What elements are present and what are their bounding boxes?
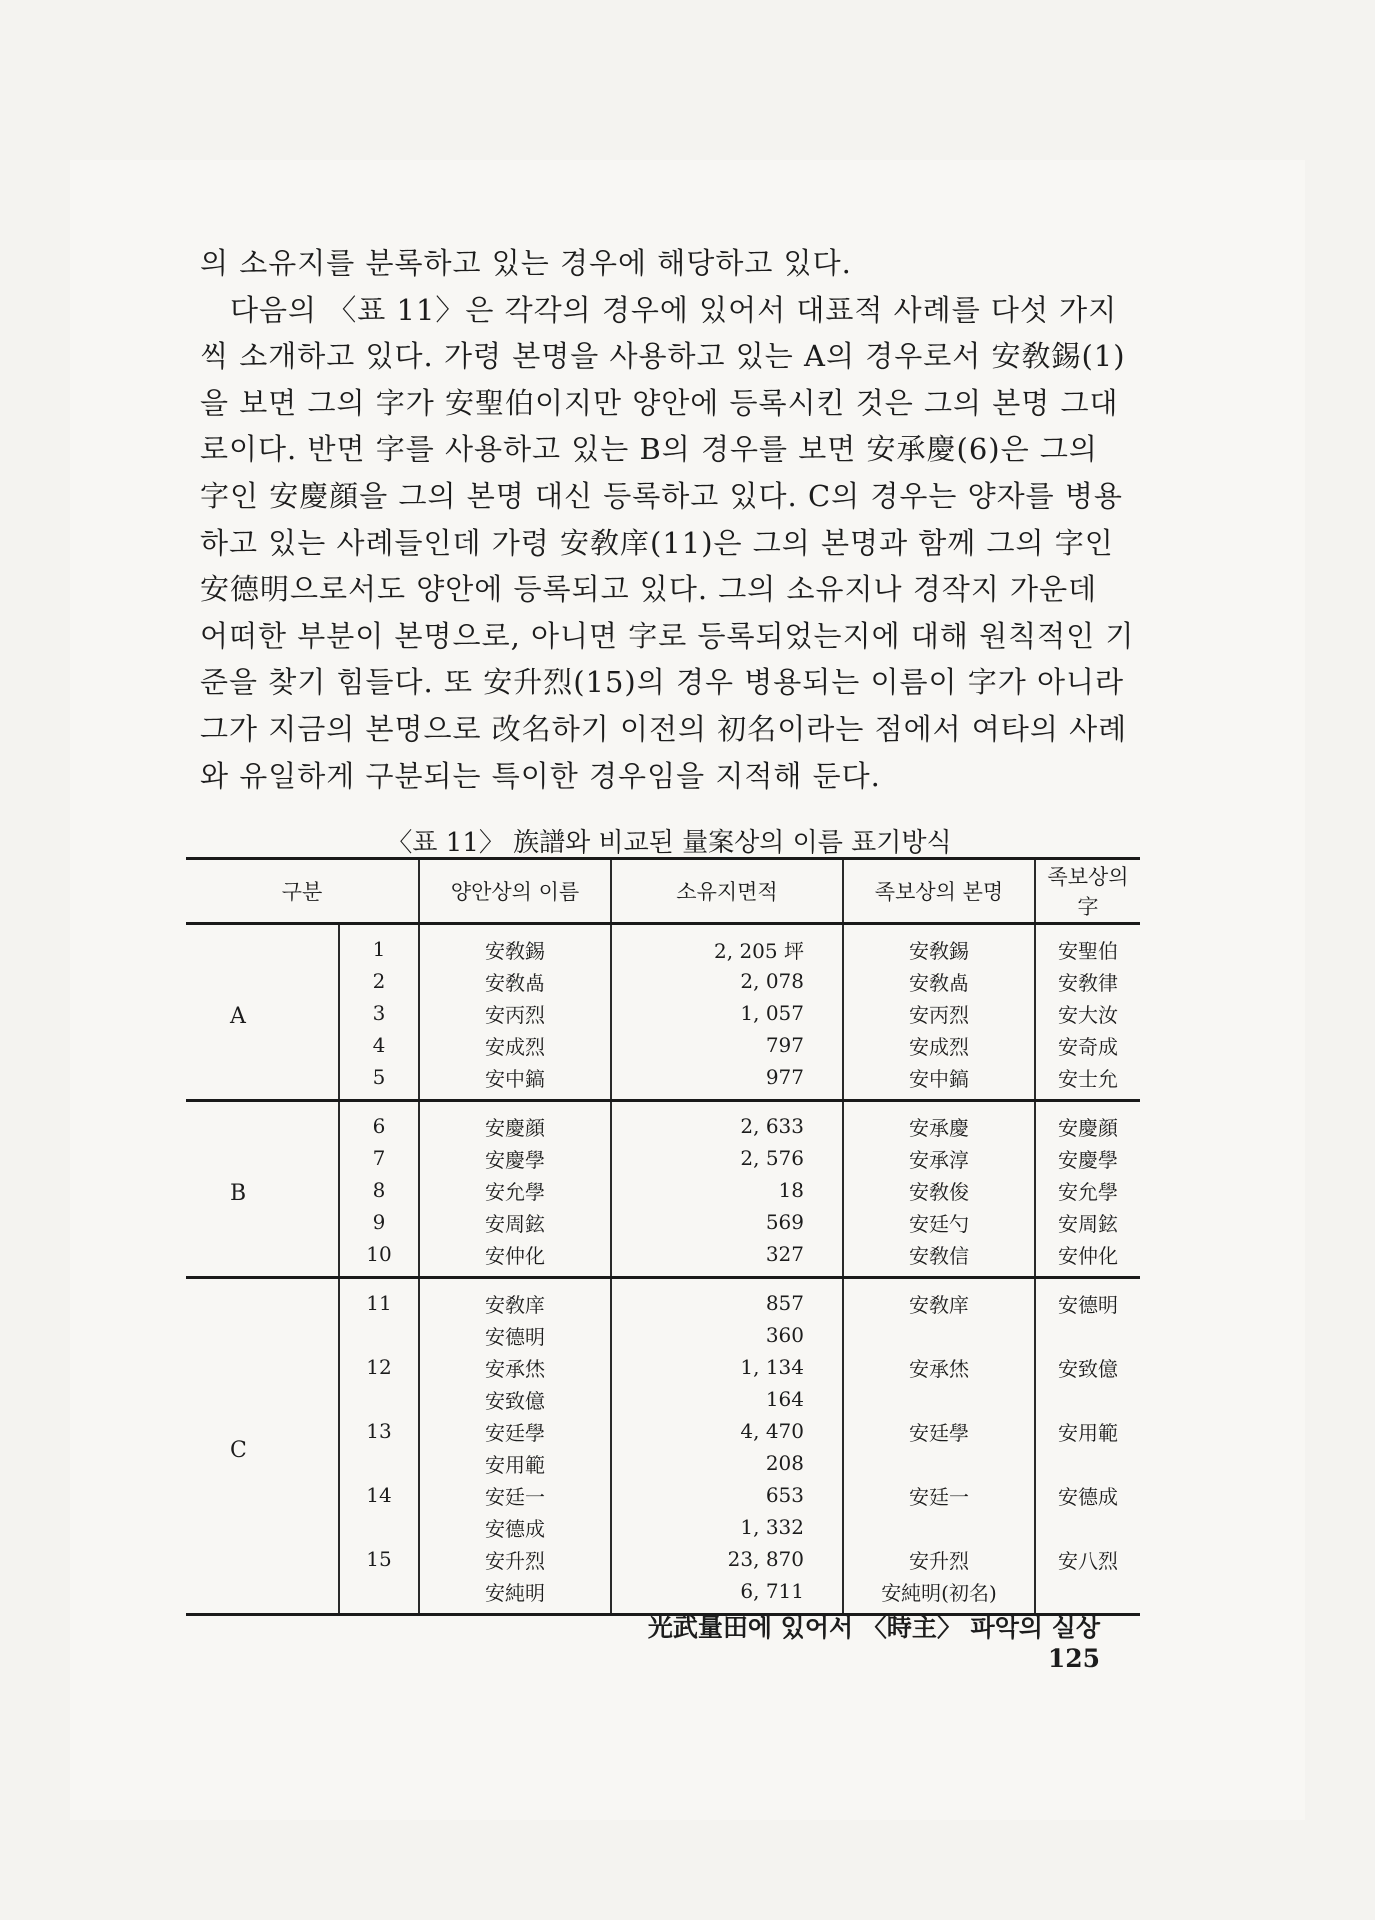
land-area-cell: 653	[611, 1479, 843, 1511]
body-text	[200, 240, 1135, 799]
yangan-name-cell: 安用範	[419, 1447, 611, 1479]
land-area-cell: 857	[611, 1278, 843, 1320]
jokbo-name-cell: 安敎庠	[843, 1278, 1035, 1320]
header-land-area: 소유지면적	[611, 859, 843, 924]
row-number: 10	[339, 1238, 419, 1278]
group-label: A	[186, 924, 339, 1101]
paragraph-2: 다음의 〈표 11〉은 각각의 경우에 있어서 대표적 사례를 다섯 가지씩 소개하고 있다. 가령 본명을 사용하고 있는 A의 경우로서 安敎錫(1)을 보면 그의 字가 安聖伯이지만 양안에 등록시킨 것은 그의 본명 그대로이다. 반면 字를 사용하고 있는 B의 경우를 보면 安承慶(6)은 그의 字인 安慶顔을 그의 본명 대신 등록하고 있다. C의 경우는 양자를 병용하고 있는 사례들인데 가령 安敎庠(11)은 그의 본명과 함께 그의 字인 安德明으로서도 양안에 등록되고 있다. 그의 소유지나 경작지 가운데 어떠한 부분이 본명으로, 아니면 字로 등록되었는지에 대해 원칙적인 기준을 찾기 힘들다. 또 安升烈(15)의 경우 병용되는 이름이 字가 아니라 그가 지금의 본명으로 改名하기 이전의 初名이라는 점에서 여타의 사례와 유일하게 구분되는 특이한 경우임을 지적해 둔다.	[200, 292, 1135, 793]
row-number: 11	[339, 1278, 419, 1320]
yangan-name-cell: 安允學	[419, 1174, 611, 1206]
jokbo-ja-cell	[1035, 1319, 1140, 1351]
yangan-name-cell: 安升烈	[419, 1543, 611, 1575]
jokbo-name-cell: 安廷一	[843, 1479, 1035, 1511]
yangan-name-cell: 安廷一	[419, 1479, 611, 1511]
table-header-row	[186, 859, 1140, 924]
row-number: 3	[339, 997, 419, 1029]
yangan-name-cell: 安敎庠	[419, 1278, 611, 1320]
row-number: 14	[339, 1479, 419, 1511]
page-footer	[580, 1608, 1100, 1673]
table-row	[186, 1278, 1140, 1320]
row-number: 5	[339, 1061, 419, 1101]
jokbo-ja-cell: 安致億	[1058, 1356, 1118, 1381]
jokbo-name-cell: 安敎信	[843, 1238, 1035, 1278]
jokbo-name-cell: 安敎俊	[843, 1174, 1035, 1206]
land-area-cell: 4, 470	[611, 1415, 843, 1447]
table-caption: 〈표 11〉 族譜와 비교된 量案상의 이름 표기방식	[386, 828, 952, 858]
jokbo-ja-cell: 安士允	[1058, 1066, 1118, 1091]
jokbo-name-cell: 安升烈	[843, 1543, 1035, 1575]
land-area-cell: 327	[611, 1238, 843, 1278]
table-group-b	[186, 1101, 1140, 1278]
land-area-cell: 18	[611, 1174, 843, 1206]
group-label: C	[186, 1278, 339, 1615]
table-group-c	[186, 1278, 1140, 1615]
header-jokbo-ja: 족보상의 字	[1035, 859, 1140, 924]
row-number	[339, 1511, 419, 1543]
jokbo-name-cell: 安敎卨	[843, 965, 1035, 997]
land-area-cell: 164	[611, 1383, 843, 1415]
header-category: 구분	[186, 859, 419, 924]
jokbo-ja-cell: 安德明	[1058, 1292, 1118, 1317]
row-number: 15	[339, 1543, 419, 1575]
row-number: 6	[339, 1101, 419, 1143]
row-number	[339, 1575, 419, 1615]
jokbo-ja-cell: 安仲化	[1058, 1243, 1118, 1268]
jokbo-ja-cell: 安允學	[1058, 1179, 1118, 1204]
jokbo-name-cell: 安純明(初名)	[843, 1575, 1035, 1615]
running-title: 光武量田에 있어서 〈時主〉 파악의 실상	[647, 1613, 1100, 1642]
row-number: 1	[339, 924, 419, 966]
yangan-name-cell: 安成烈	[419, 1029, 611, 1061]
land-area-cell: 569	[611, 1206, 843, 1238]
jokbo-ja-cell: 安敎律	[1058, 970, 1118, 995]
yangan-name-cell: 安承烋	[419, 1351, 611, 1383]
land-area-cell: 6, 711	[611, 1575, 843, 1615]
yangan-name-cell: 安廷學	[419, 1415, 611, 1447]
jokbo-name-cell: 安廷勺	[843, 1206, 1035, 1238]
jokbo-name-cell: 安中鎬	[843, 1061, 1035, 1101]
yangan-name-cell: 安仲化	[419, 1238, 611, 1278]
land-area-cell: 1, 332	[611, 1511, 843, 1543]
row-number: 8	[339, 1174, 419, 1206]
row-number: 7	[339, 1142, 419, 1174]
land-area-cell: 1, 057	[611, 997, 843, 1029]
land-area-cell: 797	[611, 1029, 843, 1061]
jokbo-ja-cell	[1035, 1447, 1140, 1479]
jokbo-name-cell: 安成烈	[843, 1029, 1035, 1061]
row-number: 13	[339, 1415, 419, 1447]
jokbo-ja-cell: 安用範	[1058, 1420, 1118, 1445]
jokbo-name-cell: 安廷學	[843, 1415, 1035, 1447]
yangan-name-cell: 安敎卨	[419, 965, 611, 997]
land-area-cell: 1, 134	[611, 1351, 843, 1383]
jokbo-ja-cell	[1035, 1511, 1140, 1543]
table-row	[186, 924, 1140, 966]
jokbo-ja-cell: 安聖伯	[1058, 938, 1118, 963]
land-area-cell: 977	[611, 1061, 843, 1101]
yangan-name-cell: 安慶學	[419, 1142, 611, 1174]
table-group-a	[186, 924, 1140, 1101]
jokbo-name-cell	[843, 1511, 1035, 1543]
land-area-cell: 208	[611, 1447, 843, 1479]
yangan-name-cell: 安周鉉	[419, 1206, 611, 1238]
jokbo-name-cell: 安敎錫	[843, 924, 1035, 966]
row-number: 2	[339, 965, 419, 997]
name-comparison-table	[186, 857, 1140, 1616]
jokbo-name-cell: 安承慶	[843, 1101, 1035, 1143]
jokbo-name-cell	[843, 1383, 1035, 1415]
jokbo-ja-cell: 安奇成	[1058, 1034, 1118, 1059]
jokbo-ja-cell: 安周鉉	[1058, 1211, 1118, 1236]
jokbo-ja-cell: 安慶學	[1058, 1147, 1118, 1172]
jokbo-ja-cell	[1035, 1383, 1140, 1415]
jokbo-name-cell	[843, 1319, 1035, 1351]
row-number	[339, 1383, 419, 1415]
jokbo-ja-cell: 安八烈	[1058, 1548, 1118, 1573]
jokbo-name-cell: 安承淳	[843, 1142, 1035, 1174]
jokbo-name-cell: 安丙烈	[843, 997, 1035, 1029]
paragraph-1: 의 소유지를 분록하고 있는 경우에 해당하고 있다.	[200, 246, 852, 280]
header-jokbo-name: 족보상의 본명	[843, 859, 1035, 924]
yangan-name-cell: 安德明	[419, 1319, 611, 1351]
jokbo-ja-cell: 安大汝	[1058, 1002, 1118, 1027]
land-area-cell: 2, 078	[611, 965, 843, 997]
land-area-cell: 2, 205 坪	[611, 924, 843, 966]
land-area-cell: 2, 576	[611, 1142, 843, 1174]
header-yangan-name: 양안상의 이름	[419, 859, 611, 924]
yangan-name-cell: 安丙烈	[419, 997, 611, 1029]
row-number: 4	[339, 1029, 419, 1061]
land-area-cell: 2, 633	[611, 1101, 843, 1143]
group-label: B	[186, 1101, 339, 1278]
yangan-name-cell: 安敎錫	[419, 924, 611, 966]
row-number: 9	[339, 1206, 419, 1238]
table-row	[186, 1101, 1140, 1143]
yangan-name-cell: 安慶顔	[419, 1101, 611, 1143]
land-area-cell: 360	[611, 1319, 843, 1351]
yangan-name-cell: 安致億	[419, 1383, 611, 1415]
jokbo-name-cell	[843, 1447, 1035, 1479]
jokbo-ja-cell: 安德成	[1058, 1484, 1118, 1509]
jokbo-name-cell: 安承烋	[843, 1351, 1035, 1383]
land-area-cell: 23, 870	[611, 1543, 843, 1575]
yangan-name-cell: 安純明	[419, 1575, 611, 1615]
jokbo-ja-cell: 安慶顔	[1058, 1115, 1118, 1140]
row-number	[339, 1447, 419, 1479]
page-number: 125	[1047, 1644, 1100, 1673]
row-number	[339, 1319, 419, 1351]
yangan-name-cell: 安德成	[419, 1511, 611, 1543]
row-number: 12	[339, 1351, 419, 1383]
yangan-name-cell: 安中鎬	[419, 1061, 611, 1101]
